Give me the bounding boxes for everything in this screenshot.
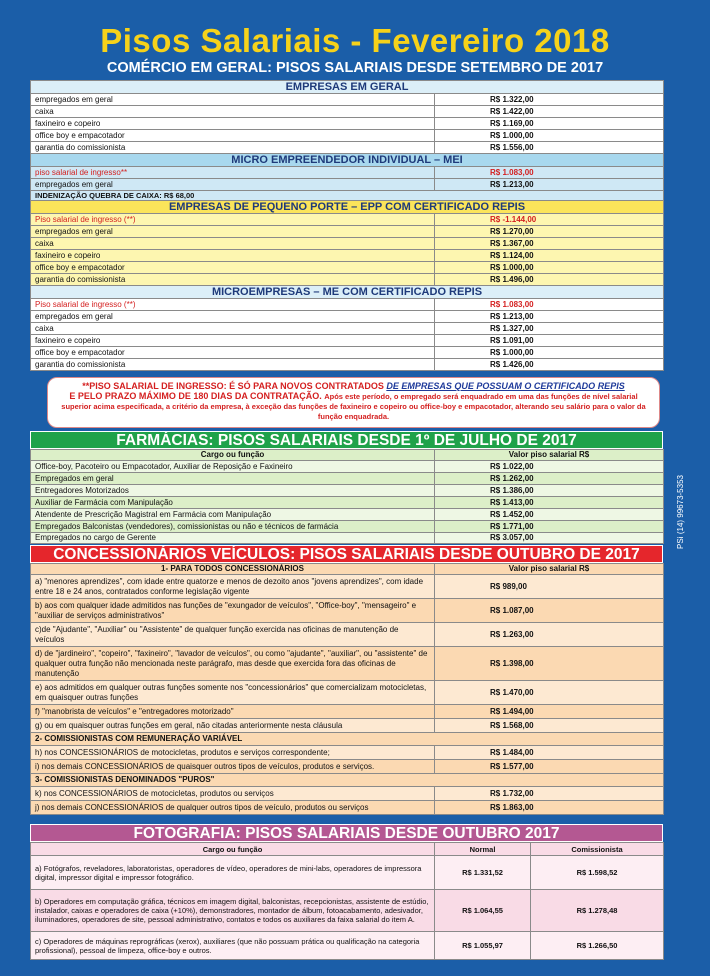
table-row: Auxiliar de Farmácia com Manipulação R$ 1.413,00 — [31, 497, 664, 509]
table-row: h) nos CONCESSIONÁRIOS de motocicletas, produtos e serviços correspondente; R$ 1.484,00 — [31, 746, 664, 760]
table-row: caixa R$ 1.327,00 — [31, 323, 664, 335]
table-row: g) ou em quaisquer outras funções em geral, não citadas anteriormente nesta cláusula R$ 1.568,00 — [31, 719, 664, 733]
table-row: caixa R$ 1.367,00 — [31, 238, 664, 250]
table-row: i) nos demais CONCESSIONÁRIOS de quaisquer outros tipos de veículos, produtos e serviços. R$ 1.577,00 — [31, 760, 664, 774]
table-row: d) de "jardineiro", "copeiro", "faxineiro", "lavador de veículos", ou como "ajudante", "auxiliar", ou "assistente" de qualquer outra função não mencionada neste parágrafo, mas desde que exercida fora das oficinas de manutenção R$ 1.398,00 — [31, 647, 664, 681]
page-subtitle: COMÉRCIO EM GERAL: PISOS SALARIAIS DESDE SETEMBRO DE 2017 — [106, 60, 604, 76]
col-header: Comissionista — [531, 843, 664, 856]
mei-header: MICRO EMPREENDEDOR INDIVIDUAL – MEI — [31, 154, 664, 167]
col-header: 1- PARA TODOS CONCESSIONÁRIOS — [31, 564, 435, 575]
table-row: Empregados em geral R$ 1.262,00 — [31, 473, 664, 485]
concessionarios-panel — [30, 545, 663, 815]
farmacias-panel — [30, 431, 663, 544]
table-row: faxineiro e copeiro R$ 1.169,00 — [31, 118, 664, 130]
concessionarios-banner: CONCESSIONÁRIOS VEÍCULOS: PISOS SALARIAIS DESDE OUTUBRO DE 2017 — [30, 545, 663, 563]
table-row: Empregados Balconistas (vendedores), comissionistas ou não e técnicos de farmácia R$ 1.771,00 — [31, 521, 664, 533]
table-row: a) "menores aprendizes", com idade entre quatorze e menos de dezoito anos "jovens aprendizes", com idade entre 18 e 24 anos, contratados conforme legislação vigente R$ 989,00 — [31, 575, 664, 599]
fotografia-banner: FOTOGRAFIA: PISOS SALARIAIS DESDE OUTUBRO 2017 — [30, 824, 663, 842]
table-row: f) "manobrista de veículos" e "entregadores motorizado" R$ 1.494,00 — [31, 705, 664, 719]
section-header: 3- COMISSIONISTAS DENOMINADOS "PUROS" — [31, 774, 664, 787]
me-header: MICROEMPRESAS – ME COM CERTIFICADO REPIS — [31, 286, 664, 299]
table-row: office boy e empacotador R$ 1.000,00 — [31, 262, 664, 274]
table-row: empregados em geral R$ 1.213,00 — [31, 311, 664, 323]
table-row: garantia do comissionista R$ 1.556,00 — [31, 142, 664, 154]
empresas-header: EMPRESAS EM GERAL — [31, 81, 664, 94]
table-row: garantia do comissionista R$ 1.496,00 — [31, 274, 664, 286]
col-header: Valor piso salarial R$ — [435, 564, 664, 575]
table-row: office boy e empacotador R$ 1.000,00 — [31, 130, 664, 142]
table-row: caixa R$ 1.422,00 — [31, 106, 664, 118]
table-row: empregados em geral R$ 1.322,00 — [31, 94, 664, 106]
phone-contact: PSi (14) 99673-5353 — [676, 475, 685, 549]
section-header: 2- COMISSIONISTAS COM REMUNERAÇÃO VARIÁVEL — [31, 733, 664, 746]
table-row: Entregadores Motorizados R$ 1.386,00 — [31, 485, 664, 497]
farmacias-table — [30, 449, 664, 544]
page-title: Pisos Salariais - Fevereiro 2018 — [100, 22, 610, 59]
table-row: empregados em geral R$ 1.213,00 — [31, 179, 664, 191]
farmacias-banner: FARMÁCIAS: PISOS SALARIAIS DESDE 1º DE JULHO DE 2017 — [30, 431, 663, 449]
table-row: k) nos CONCESSIONÁRIOS de motocicletas, produtos ou serviços R$ 1.732,00 — [31, 787, 664, 801]
table-row: empregados em geral R$ 1.270,00 — [31, 226, 664, 238]
table-row: Piso salarial de ingresso (**) R$ 1.083,00 — [31, 299, 664, 311]
table-row: office boy e empacotador R$ 1.000,00 — [31, 347, 664, 359]
col-header: Normal — [435, 843, 531, 856]
table-row: Empregados no cargo de Gerente R$ 3.057,00 — [31, 533, 664, 544]
table-row: piso salarial de ingresso** R$ 1.083,00 — [31, 167, 664, 179]
table-row: j) nos demais CONCESSIONÁRIOS de qualquer outros tipos de veículo, produtos ou serviços R$ 1.863,00 — [31, 801, 664, 815]
table-row: garantia do comissionista R$ 1.426,00 — [31, 359, 664, 371]
table-row: a) Fotógrafos, reveladores, laboratoristas, operadores de vídeo, operadores de mini-labs, operadores de impressora digital, impressor digital e impressor fotográfico. R$ 1.331,52 R$ 1.598,52 — [31, 856, 664, 890]
note-line-1: **PISO SALARIAL DE INGRESSO: É SÓ PARA NOVOS CONTRATADOS DE EMPRESAS QUE POSSUAM O CERTIFICADO REPIS — [82, 381, 625, 391]
col-header: Valor piso salarial R$ — [435, 450, 664, 461]
fotografia-panel — [30, 824, 663, 960]
epp-header: EMPRESAS DE PEQUENO PORTE – EPP COM CERTIFICADO REPIS — [31, 201, 664, 214]
comercio-table — [30, 80, 664, 371]
fotografia-table — [30, 842, 664, 960]
table-row: faxineiro e copeiro R$ 1.091,00 — [31, 335, 664, 347]
table-row: Piso salarial de ingresso (**) R$ -1.144,00 — [31, 214, 664, 226]
table-row: e) aos admitidos em qualquer outras funções somente nos "concessionários" que comercializam motocicletas, em quaisquer outras funções R$ 1.470,00 — [31, 681, 664, 705]
concessionarios-table — [30, 563, 664, 815]
col-header: Cargo ou função — [31, 450, 435, 461]
col-header: Cargo ou função — [31, 843, 435, 856]
table-row: b) Operadores em computação gráfica, técnicos em imagem digital, balconistas, recepcionistas, assistente de estúdio, instalador, caixas e operadores de caixa (+10%), demonstradores, montador de álbum, fotoacabamento, adesivador, iluminadores, operadores de site, pessoal administrativo, contatos e todos os auxiliares da faixa salarial do item A. R$ 1.064,55 R$ 1.278,48 — [31, 890, 664, 932]
quebra-caixa-note: INDENIZAÇÃO QUEBRA DE CAIXA: R$ 68,00 — [31, 191, 664, 201]
table-row: Atendente de Prescrição Magistral em Farmácia com Manipulação R$ 1.452,00 — [31, 509, 664, 521]
table-row: Office-boy, Pacoteiro ou Empacotador, Auxiliar de Reposição e Faxineiro R$ 1.022,00 — [31, 461, 664, 473]
table-row: b) aos com qualquer idade admitidos nas funções de "exungador de veículos", "Office-boy", "mensageiro" e "auxiliar de serviços administrativos" R$ 1.087,00 — [31, 599, 664, 623]
table-row: c) Operadores de máquinas reprográficas (xerox), auxiliares (que não possuam prática ou qualificação na categoria profissional), pessoal de limpeza, office-boy e outros. R$ 1.055,97 R$ 1.266,50 — [31, 932, 664, 960]
table-row: faxineiro e copeiro R$ 1.124,00 — [31, 250, 664, 262]
table-row: c)de "Ajudante", "Auxiliar" ou "Assistente" de qualquer função exercida nas oficinas de manutenção de veículos R$ 1.263,00 — [31, 623, 664, 647]
ingresso-note — [47, 377, 660, 428]
comercio-panel — [30, 80, 663, 371]
note-line-2: E PELO PRAZO MÁXIMO DE 180 DIAS DA CONTRATAÇÃO. Após este período, o empregado será enquadrado em uma das funções de nível salarial superior acima especificada, a critério da empresa, à exceção das funções de faxineiro e copeiro ou office-boy e empacotador, alterando seu salário para o valor da função enquadrada. — [61, 391, 646, 421]
